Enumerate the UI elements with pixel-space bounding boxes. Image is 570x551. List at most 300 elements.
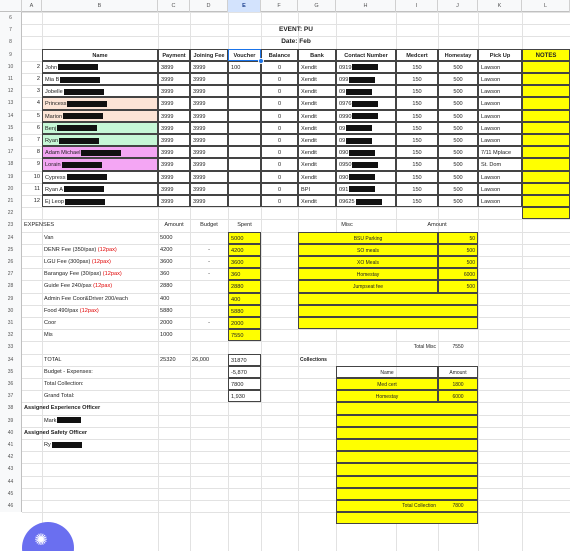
participant-homestay[interactable]: 500 — [438, 134, 478, 146]
participant-joining-fee[interactable]: 3999 — [190, 85, 228, 97]
expense-budget[interactable]: - — [208, 320, 210, 326]
header-contact[interactable]: Contact Number — [336, 49, 396, 61]
participant-contact[interactable]: 0976 — [336, 97, 396, 109]
collection-empty[interactable] — [336, 451, 478, 463]
total-amount[interactable]: 25320 — [160, 356, 176, 363]
participant-notes[interactable] — [522, 110, 570, 122]
participant-bank[interactable]: Xendit — [298, 97, 336, 109]
expense-budget[interactable]: - — [208, 259, 210, 265]
expense-budget[interactable] — [190, 329, 228, 341]
participant-notes[interactable] — [522, 158, 570, 170]
column-header-g[interactable]: G — [298, 0, 336, 12]
participant-payment[interactable]: 3999 — [158, 134, 190, 146]
experience-officer-name[interactable]: Mark — [42, 415, 158, 427]
participant-joining-fee[interactable]: 3999 — [190, 146, 228, 158]
row-header[interactable]: 38 — [0, 402, 22, 414]
header-notes[interactable]: NOTES — [522, 49, 570, 61]
participant-payment[interactable]: 3999 — [158, 171, 190, 183]
total-budget[interactable]: 26,000 — [192, 356, 210, 363]
participant-homestay[interactable]: 500 — [438, 122, 478, 134]
row-header[interactable]: 7 — [0, 24, 22, 36]
expense-amount[interactable]: 4200 — [160, 246, 173, 253]
expense-item[interactable]: Guide Fee 240/pax (12pax) — [44, 283, 113, 290]
row-header[interactable]: 14 — [0, 110, 22, 122]
participant-homestay[interactable]: 500 — [438, 110, 478, 122]
column-header-b[interactable]: B — [42, 0, 158, 12]
participant-number[interactable]: 12 — [33, 198, 40, 204]
participant-name[interactable]: Ryan — [42, 134, 158, 146]
row-header[interactable]: 28 — [0, 280, 22, 292]
summary-value[interactable]: 7800 — [228, 378, 261, 390]
expense-amount[interactable]: 3600 — [160, 259, 173, 265]
expense-budget[interactable] — [190, 305, 228, 317]
row-header[interactable]: 23 — [0, 219, 22, 231]
row-header[interactable]: 20 — [0, 183, 22, 195]
event-title[interactable]: EVENT: PU — [279, 26, 313, 34]
expenses-header[interactable]: EXPENSES — [24, 222, 55, 229]
participant-medcert[interactable]: 150 — [396, 158, 438, 170]
participant-balance[interactable]: 0 — [261, 110, 298, 122]
row-header[interactable]: 26 — [0, 256, 22, 268]
participant-pickup[interactable]: Lawson — [478, 122, 522, 134]
row-header[interactable]: 18 — [0, 158, 22, 170]
participant-payment[interactable]: 3999 — [158, 122, 190, 134]
participant-voucher[interactable] — [228, 158, 261, 170]
row-header[interactable]: 9 — [0, 49, 22, 61]
column-header-k[interactable]: K — [478, 0, 522, 12]
participant-balance[interactable]: 0 — [261, 195, 298, 207]
row-header[interactable]: 42 — [0, 451, 22, 463]
participant-payment[interactable]: 3999 — [158, 195, 190, 207]
row-header[interactable]: 27 — [0, 268, 22, 280]
participant-homestay[interactable]: 500 — [438, 61, 478, 73]
safety-officer-label[interactable]: Assigned Safety Officer — [24, 429, 88, 436]
expense-spent[interactable]: 2880 — [228, 280, 261, 292]
participant-pickup[interactable]: Lawson — [478, 183, 522, 195]
participant-payment[interactable]: 3999 — [158, 183, 190, 195]
row-header[interactable]: 32 — [0, 329, 22, 341]
collections-name-header[interactable]: Name — [336, 366, 438, 378]
row-header[interactable]: 16 — [0, 134, 22, 146]
expense-budget[interactable] — [190, 280, 228, 292]
participant-notes[interactable] — [522, 195, 570, 207]
row-header[interactable]: 43 — [0, 463, 22, 475]
participant-bank[interactable]: Xendit — [298, 85, 336, 97]
participant-bank[interactable]: Xendit — [298, 122, 336, 134]
participant-name[interactable]: Ej Leop — [42, 195, 158, 207]
participant-voucher[interactable] — [228, 134, 261, 146]
safety-officer-name[interactable]: Ry — [42, 439, 158, 451]
participant-number[interactable]: 3 — [36, 88, 40, 95]
participant-balance[interactable]: 0 — [261, 85, 298, 97]
participant-payment[interactable]: 3999 — [158, 146, 190, 158]
column-header-h[interactable]: H — [336, 0, 396, 12]
summary-value[interactable]: 1,930 — [228, 390, 261, 402]
misc-item-amount[interactable]: 50 — [438, 232, 478, 244]
header-pickup[interactable]: Pick Up — [478, 49, 522, 61]
expenses-amount-header[interactable]: Amount — [164, 222, 184, 229]
participant-bank[interactable]: Xendit — [298, 171, 336, 183]
row-header[interactable]: 46 — [0, 500, 22, 512]
participant-contact[interactable]: 090 — [336, 146, 396, 158]
participant-notes[interactable] — [522, 183, 570, 195]
participant-contact[interactable]: 0950 — [336, 158, 396, 170]
column-header-c[interactable]: C — [158, 0, 190, 12]
participant-bank[interactable]: Xendit — [298, 158, 336, 170]
column-header-a[interactable]: A — [22, 0, 42, 12]
participant-name[interactable]: Lorain — [42, 158, 158, 170]
participant-voucher[interactable] — [228, 73, 261, 85]
participant-pickup[interactable]: Lawson — [478, 134, 522, 146]
participant-bank[interactable]: Xendit — [298, 61, 336, 73]
participant-medcert[interactable]: 150 — [396, 97, 438, 109]
expense-item[interactable]: Coor — [44, 320, 57, 326]
participant-balance[interactable]: 0 — [261, 61, 298, 73]
column-header-f[interactable]: F — [261, 0, 298, 12]
participant-notes[interactable] — [522, 61, 570, 73]
event-date[interactable]: Date: Feb — [281, 38, 311, 46]
expense-item[interactable]: Food 490/pax (12pax) — [44, 307, 99, 314]
notes-extra[interactable] — [522, 207, 570, 219]
column-header-d[interactable]: D — [190, 0, 228, 12]
collections-title[interactable]: Collections — [300, 356, 327, 363]
column-header-i[interactable]: I — [396, 0, 438, 12]
participant-pickup[interactable]: Lawson — [478, 97, 522, 109]
row-header[interactable]: 10 — [0, 61, 22, 73]
row-header[interactable]: 8 — [0, 36, 22, 48]
participant-medcert[interactable]: 150 — [396, 134, 438, 146]
expense-amount[interactable]: 5000 — [160, 234, 173, 241]
collection-empty[interactable] — [336, 476, 478, 488]
expense-item[interactable]: Van — [44, 234, 54, 241]
misc-empty[interactable] — [298, 305, 478, 317]
participant-contact[interactable]: 09 — [336, 122, 396, 134]
collection-empty[interactable] — [336, 512, 478, 524]
participant-homestay[interactable]: 500 — [438, 183, 478, 195]
participant-voucher[interactable] — [228, 195, 261, 207]
participant-pickup[interactable]: Lawson — [478, 171, 522, 183]
collection-empty[interactable] — [336, 415, 478, 427]
participant-pickup[interactable]: Lawson — [478, 61, 522, 73]
participant-voucher[interactable] — [228, 171, 261, 183]
participant-contact[interactable]: 09 — [336, 134, 396, 146]
row-header[interactable]: 19 — [0, 171, 22, 183]
participant-voucher[interactable] — [228, 110, 261, 122]
row-header[interactable]: 21 — [0, 195, 22, 207]
participant-joining-fee[interactable]: 3999 — [190, 110, 228, 122]
collection-empty[interactable] — [336, 439, 478, 451]
participant-notes[interactable] — [522, 122, 570, 134]
participant-number[interactable]: 6 — [36, 124, 40, 131]
participant-medcert[interactable]: 150 — [396, 122, 438, 134]
header-medcert[interactable]: Medcert — [396, 49, 438, 61]
participant-voucher[interactable]: 100 — [228, 61, 261, 73]
expense-spent[interactable]: 7550 — [228, 329, 261, 341]
collection-item-name[interactable]: Med cert — [336, 378, 438, 390]
expense-amount[interactable]: 400 — [160, 295, 170, 302]
misc-item-name[interactable]: Homestay — [298, 268, 438, 280]
participant-joining-fee[interactable]: 3999 — [190, 158, 228, 170]
expense-item[interactable]: DENR Fee (350/pax) (12pax) — [44, 246, 117, 253]
participant-homestay[interactable]: 500 — [438, 195, 478, 207]
participant-number[interactable]: 5 — [36, 112, 40, 119]
participant-bank[interactable]: Xendit — [298, 73, 336, 85]
selection-handle[interactable] — [258, 58, 264, 64]
expense-amount[interactable]: 2000 — [160, 320, 173, 326]
row-header[interactable]: 30 — [0, 305, 22, 317]
summary-label[interactable]: Total Collection: — [44, 381, 84, 387]
expense-spent[interactable]: 400 — [228, 293, 261, 305]
participant-balance[interactable]: 0 — [261, 171, 298, 183]
participant-name[interactable]: Benj — [42, 122, 158, 134]
participant-joining-fee[interactable]: 3999 — [190, 122, 228, 134]
participant-pickup[interactable]: 7/11 Mplace — [478, 146, 522, 158]
participant-contact[interactable]: 09 — [336, 85, 396, 97]
row-header[interactable]: 6 — [0, 12, 22, 24]
row-header[interactable]: 13 — [0, 97, 22, 109]
participant-name[interactable]: Mia B — [42, 73, 158, 85]
collection-empty[interactable] — [336, 402, 478, 414]
participant-name[interactable]: Ryan A — [42, 183, 158, 195]
participant-number[interactable]: 7 — [36, 137, 40, 143]
expense-budget[interactable] — [190, 232, 228, 244]
misc-item-amount[interactable]: 500 — [438, 256, 478, 268]
participant-medcert[interactable]: 150 — [396, 195, 438, 207]
expense-amount[interactable]: 360 — [160, 271, 170, 278]
misc-item-name[interactable]: SO meals — [298, 244, 438, 256]
participant-number[interactable]: 11 — [34, 185, 40, 192]
participant-payment[interactable]: 3999 — [158, 85, 190, 97]
misc-item-name[interactable]: XO Meals — [298, 256, 438, 268]
participant-joining-fee[interactable]: 3999 — [190, 61, 228, 73]
total-label[interactable]: TOTAL — [44, 356, 62, 363]
row-header[interactable]: 25 — [0, 244, 22, 256]
row-header[interactable]: 35 — [0, 366, 22, 378]
row-header[interactable]: 22 — [0, 207, 22, 219]
expense-spent[interactable]: 4200 — [228, 244, 261, 256]
collection-item-name[interactable]: Homestay — [336, 390, 438, 402]
participant-pickup[interactable]: Lawson — [478, 195, 522, 207]
row-header[interactable]: 44 — [0, 476, 22, 488]
total-collection-label[interactable]: Total Collection — [402, 503, 436, 509]
row-header[interactable]: 33 — [0, 341, 22, 353]
participant-pickup[interactable]: Lawson — [478, 110, 522, 122]
column-header-e[interactable]: E — [228, 0, 261, 12]
experience-officer-label[interactable]: Assigned Experience Officer — [24, 405, 101, 412]
header-voucher[interactable]: Voucher — [228, 49, 261, 61]
expense-spent[interactable]: 360 — [228, 268, 261, 280]
participant-medcert[interactable]: 150 — [396, 73, 438, 85]
participant-medcert[interactable]: 150 — [396, 146, 438, 158]
expense-item[interactable]: Barangay Fee (30/pax) (12pax) — [44, 271, 122, 278]
participant-joining-fee[interactable]: 3999 — [190, 195, 228, 207]
participant-contact[interactable]: 09625 — [336, 195, 396, 207]
expense-amount[interactable]: 5880 — [160, 307, 173, 314]
misc-header[interactable]: Misc — [341, 222, 353, 229]
participant-bank[interactable]: Xendit — [298, 110, 336, 122]
row-header[interactable]: 12 — [0, 85, 22, 97]
misc-amount-header[interactable]: Amount — [427, 222, 447, 229]
row-header[interactable]: 15 — [0, 122, 22, 134]
participant-homestay[interactable]: 500 — [438, 171, 478, 183]
collection-item-amount[interactable]: 6000 — [438, 390, 478, 402]
participant-medcert[interactable]: 150 — [396, 85, 438, 97]
misc-item-name[interactable]: BSU Parking — [298, 232, 438, 244]
participant-number[interactable]: 4 — [36, 100, 40, 107]
total-collection-value[interactable]: 7800 — [452, 503, 464, 509]
column-header-j[interactable]: J — [438, 0, 478, 12]
participant-name[interactable]: John — [42, 61, 158, 73]
expense-amount[interactable]: 2880 — [160, 283, 173, 290]
participant-number[interactable]: 2 — [36, 63, 40, 70]
participant-pickup[interactable]: Lawson — [478, 85, 522, 97]
participant-name[interactable]: Adam Michael — [42, 146, 158, 158]
participant-contact[interactable]: 091 — [336, 183, 396, 195]
header-homestay[interactable]: Homestay — [438, 49, 478, 61]
expense-amount[interactable]: 1000 — [160, 332, 173, 339]
row-header[interactable]: 31 — [0, 317, 22, 329]
participant-name[interactable]: Jobelle — [42, 85, 158, 97]
participant-notes[interactable] — [522, 73, 570, 85]
summary-value[interactable]: -5,870 — [228, 366, 261, 378]
participant-balance[interactable]: 0 — [261, 97, 298, 109]
expense-spent[interactable]: 3600 — [228, 256, 261, 268]
participant-homestay[interactable]: 500 — [438, 158, 478, 170]
participant-voucher[interactable] — [228, 183, 261, 195]
participant-bank[interactable]: Xendit — [298, 195, 336, 207]
summary-label[interactable]: Grand Total: — [44, 393, 75, 400]
row-header[interactable]: 41 — [0, 439, 22, 451]
row-header[interactable]: 11 — [0, 73, 22, 85]
participant-balance[interactable]: 0 — [261, 183, 298, 195]
participant-bank[interactable]: BPI — [298, 183, 336, 195]
participant-joining-fee[interactable]: 3999 — [190, 73, 228, 85]
header-name[interactable]: Name — [42, 49, 158, 61]
expense-budget[interactable]: - — [208, 271, 210, 278]
participant-notes[interactable] — [522, 134, 570, 146]
misc-item-name[interactable]: Jumpseat fee — [298, 280, 438, 292]
participant-payment[interactable]: 3999 — [158, 97, 190, 109]
misc-item-amount[interactable]: 6000 — [438, 268, 478, 280]
misc-item-amount[interactable]: 500 — [438, 244, 478, 256]
header-joining-fee[interactable]: Joining Fee — [190, 49, 228, 61]
participant-payment[interactable]: 3999 — [158, 158, 190, 170]
row-header[interactable]: 39 — [0, 415, 22, 427]
row-header[interactable]: 24 — [0, 232, 22, 244]
participant-number[interactable]: 10 — [33, 173, 40, 180]
participant-joining-fee[interactable]: 3999 — [190, 97, 228, 109]
total-spent[interactable]: 31870 — [228, 354, 261, 366]
participant-number[interactable]: 2 — [36, 76, 40, 82]
participant-contact[interactable]: 0919 — [336, 61, 396, 73]
participant-name[interactable]: Princess — [42, 97, 158, 109]
collection-item-amount[interactable]: 1800 — [438, 378, 478, 390]
row-header[interactable]: 36 — [0, 378, 22, 390]
row-header[interactable]: 17 — [0, 146, 22, 158]
header-bank[interactable]: Bank — [298, 49, 336, 61]
expense-spent[interactable]: 5880 — [228, 305, 261, 317]
row-header[interactable]: 45 — [0, 488, 22, 500]
participant-balance[interactable]: 0 — [261, 146, 298, 158]
total-misc-value[interactable]: 7550 — [452, 344, 464, 351]
participant-bank[interactable]: Xendit — [298, 134, 336, 146]
misc-empty[interactable] — [298, 317, 478, 329]
expenses-spent-header[interactable]: Spent — [237, 222, 252, 229]
participant-pickup[interactable]: St. Dom — [478, 158, 522, 170]
column-header-l[interactable]: L — [522, 0, 570, 12]
participant-notes[interactable] — [522, 146, 570, 158]
select-all-corner[interactable] — [0, 0, 22, 12]
participant-joining-fee[interactable]: 3999 — [190, 183, 228, 195]
participant-joining-fee[interactable]: 3999 — [190, 134, 228, 146]
participant-name[interactable]: Cypress — [42, 171, 158, 183]
participant-notes[interactable] — [522, 97, 570, 109]
participant-balance[interactable]: 0 — [261, 134, 298, 146]
collections-amount-header[interactable]: Amount — [438, 366, 478, 378]
misc-empty[interactable] — [298, 293, 478, 305]
header-payment[interactable]: Payment — [158, 49, 190, 61]
collection-empty[interactable] — [336, 463, 478, 475]
misc-item-amount[interactable]: 500 — [438, 280, 478, 292]
participant-homestay[interactable]: 500 — [438, 97, 478, 109]
participant-number[interactable]: 9 — [36, 161, 40, 168]
participant-number[interactable]: 8 — [36, 149, 40, 156]
participant-homestay[interactable]: 500 — [438, 85, 478, 97]
participant-medcert[interactable]: 150 — [396, 171, 438, 183]
expense-item[interactable]: LGU Fee (300pax) (12pax) — [44, 259, 111, 265]
participant-balance[interactable]: 0 — [261, 73, 298, 85]
expense-budget[interactable]: - — [208, 246, 210, 253]
participant-joining-fee[interactable]: 3999 — [190, 171, 228, 183]
row-header[interactable]: 37 — [0, 390, 22, 402]
participant-bank[interactable]: Xendit — [298, 146, 336, 158]
participant-voucher[interactable] — [228, 85, 261, 97]
participant-medcert[interactable]: 150 — [396, 110, 438, 122]
participant-name[interactable]: Marion — [42, 110, 158, 122]
row-header[interactable]: 34 — [0, 354, 22, 366]
participant-voucher[interactable] — [228, 146, 261, 158]
participant-voucher[interactable] — [228, 122, 261, 134]
row-header[interactable]: 40 — [0, 427, 22, 439]
row-header[interactable]: 29 — [0, 293, 22, 305]
participant-homestay[interactable]: 500 — [438, 146, 478, 158]
participant-balance[interactable]: 0 — [261, 122, 298, 134]
participant-notes[interactable] — [522, 171, 570, 183]
collection-empty[interactable] — [336, 427, 478, 439]
expense-item[interactable]: Mis — [44, 332, 53, 339]
expenses-budget-header[interactable]: Budget — [200, 222, 218, 229]
expense-budget[interactable] — [190, 293, 228, 305]
participant-payment[interactable]: 3999 — [158, 73, 190, 85]
participant-payment[interactable]: 3899 — [158, 61, 190, 73]
participant-contact[interactable]: 0990 — [336, 110, 396, 122]
participant-medcert[interactable]: 150 — [396, 183, 438, 195]
participant-homestay[interactable]: 500 — [438, 73, 478, 85]
participant-contact[interactable]: 099 — [336, 73, 396, 85]
participant-notes[interactable] — [522, 85, 570, 97]
total-misc-label[interactable]: Total Misc — [413, 344, 436, 351]
participant-voucher[interactable] — [228, 97, 261, 109]
participant-contact[interactable]: 090 — [336, 171, 396, 183]
participant-balance[interactable]: 0 — [261, 158, 298, 170]
summary-label[interactable]: Budget - Expenses: — [44, 368, 93, 375]
participant-medcert[interactable]: 150 — [396, 61, 438, 73]
expense-spent[interactable]: 5000 — [228, 232, 261, 244]
expense-spent[interactable]: 2000 — [228, 317, 261, 329]
collection-empty[interactable] — [336, 488, 478, 500]
participant-pickup[interactable]: Lawson — [478, 73, 522, 85]
header-balance[interactable]: Balance — [261, 49, 298, 61]
